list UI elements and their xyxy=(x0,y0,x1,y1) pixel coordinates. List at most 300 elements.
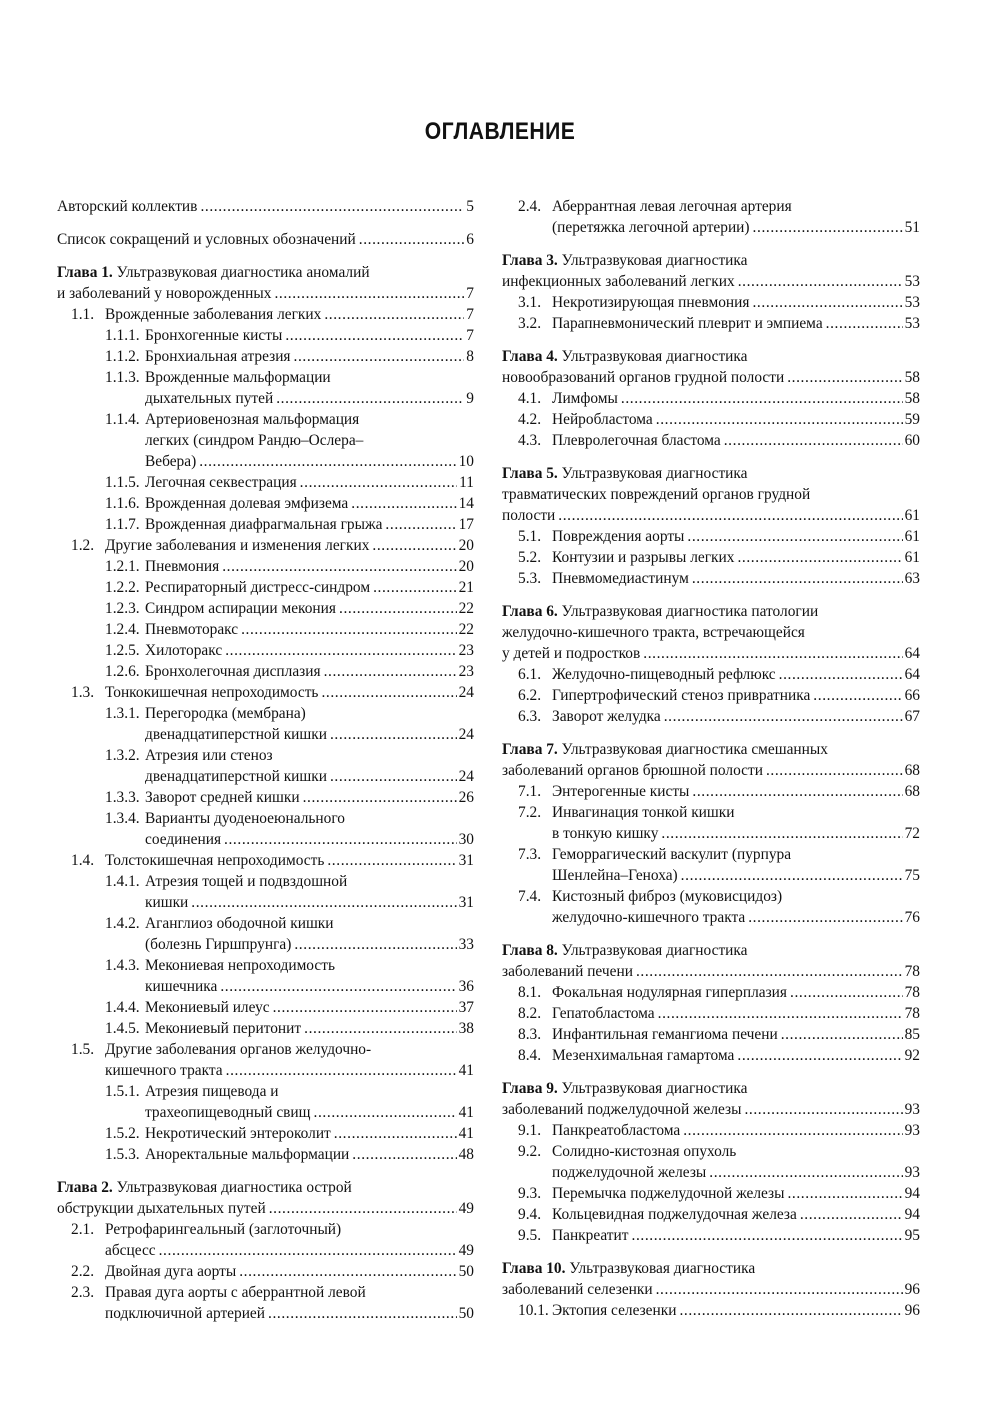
entry-title-line: Врожденная долевая эмфизема xyxy=(145,495,349,512)
toc-entry[interactable] xyxy=(502,430,920,451)
entry-title-line: двенадцатиперстной кишки xyxy=(145,726,327,743)
entry-title-line: Мекониевый илеус xyxy=(145,999,270,1016)
page-number: 78 xyxy=(904,963,920,980)
entry-title-line: Легочная секвестрация xyxy=(145,474,297,491)
toc-entry[interactable] xyxy=(502,886,920,928)
dot-leader xyxy=(324,304,464,325)
toc-entry[interactable] xyxy=(57,304,474,325)
dot-leader xyxy=(787,1183,902,1204)
toc-entry[interactable] xyxy=(502,1204,920,1225)
toc-entry[interactable] xyxy=(502,802,920,844)
dot-leader xyxy=(679,1300,902,1321)
page-number: 48 xyxy=(458,1146,474,1163)
section-number: 3.2. xyxy=(518,315,542,332)
entry-title-line: Варианты дуоденоеюнального xyxy=(145,810,345,827)
page-number: 94 xyxy=(904,1185,920,1202)
section-number: 10.1. xyxy=(518,1302,549,1319)
chapter-number: Глава 7. xyxy=(502,741,558,758)
page-number: 59 xyxy=(904,411,920,428)
entry-title-line: кишки xyxy=(145,894,189,911)
page-number: 22 xyxy=(458,621,474,638)
page-number: 24 xyxy=(458,768,474,785)
toc-entry[interactable] xyxy=(502,409,920,430)
dot-leader xyxy=(330,766,457,787)
page-number: 20 xyxy=(458,558,474,575)
dot-leader xyxy=(683,1120,902,1141)
entry-title-line: (перетяжка легочной артерии) xyxy=(552,219,750,236)
entry-title-line: Бронхолегочная дисплазия xyxy=(145,663,321,680)
toc-entry[interactable] xyxy=(57,619,474,640)
toc-entry[interactable] xyxy=(502,1258,920,1300)
toc-entry[interactable] xyxy=(57,535,474,556)
page-number: 61 xyxy=(904,549,920,566)
dot-leader xyxy=(268,1303,457,1324)
dot-leader xyxy=(199,451,456,472)
dot-leader xyxy=(300,472,458,493)
toc-entry[interactable] xyxy=(502,844,920,886)
dot-leader xyxy=(222,556,456,577)
section-number: 1.4.4. xyxy=(105,999,140,1016)
section-number: 5.1. xyxy=(518,528,542,545)
page-number: 6 xyxy=(466,231,474,248)
toc-entry[interactable] xyxy=(57,1219,474,1261)
entry-title-line: Ультразвуковая диагностика xyxy=(561,465,748,482)
page-number: 31 xyxy=(458,894,474,911)
toc-entry[interactable] xyxy=(502,1078,920,1120)
dot-leader xyxy=(314,1102,457,1123)
entry-title-line: обструкции дыхательных путей xyxy=(57,1200,266,1217)
chapter-number: Глава 6. xyxy=(502,603,558,620)
page-number: 41 xyxy=(458,1104,474,1121)
section-number: 7.1. xyxy=(518,783,542,800)
dot-leader xyxy=(200,196,464,217)
toc-entry[interactable] xyxy=(57,913,474,955)
entry-title-line: Двойная дуга аорты xyxy=(105,1263,237,1280)
page-number: 38 xyxy=(458,1020,474,1037)
entry-title-line: Ультразвуковая диагностика xyxy=(569,1260,756,1277)
toc-entry[interactable] xyxy=(57,493,474,514)
dot-leader xyxy=(225,640,456,661)
section-number: 1.3.4. xyxy=(105,810,140,827)
toc-entry[interactable] xyxy=(502,781,920,802)
section-number: 1.1.3. xyxy=(105,369,140,386)
dot-leader xyxy=(191,892,456,913)
dot-leader xyxy=(359,229,465,250)
toc-entry[interactable] xyxy=(57,871,474,913)
page-number: 67 xyxy=(904,708,920,725)
entry-title-line: Контузии и разрывы легких xyxy=(552,549,735,566)
section-number: 1.3.2. xyxy=(105,747,140,764)
toc-entry[interactable] xyxy=(502,739,920,781)
toc-entry[interactable] xyxy=(502,313,920,334)
toc-entry[interactable] xyxy=(502,346,920,388)
section-number: 1.1.2. xyxy=(105,348,140,365)
page-number: 23 xyxy=(458,663,474,680)
entry-title-line: заболеваний органов брюшной полости xyxy=(502,762,763,779)
chapter-number: Глава 1. xyxy=(57,264,113,281)
entry-title-line: Атрезия тощей и подвздошной xyxy=(145,873,348,890)
dot-leader xyxy=(285,325,464,346)
page-number: 51 xyxy=(904,219,920,236)
entry-title-line: Врожденные заболевания легких xyxy=(105,306,322,323)
entry-title-line: Мезенхимальная гамартома xyxy=(552,1047,735,1064)
page-number: 50 xyxy=(458,1305,474,1322)
chapter-number: Глава 2. xyxy=(57,1179,113,1196)
dot-leader xyxy=(656,409,903,430)
entry-title-line: Респираторный дистресс-синдром xyxy=(145,579,371,596)
entry-title-line: Аганглиоз ободочной кишки xyxy=(145,915,334,932)
toc-entry[interactable] xyxy=(57,1123,474,1144)
entry-title-line: Инфантильная гемангиома печени xyxy=(552,1026,778,1043)
page-number: 96 xyxy=(904,1302,920,1319)
entry-title-line: Фокальная нодулярная гиперплазия xyxy=(552,984,787,1001)
toc-entry[interactable] xyxy=(502,196,920,238)
page-number: 26 xyxy=(458,789,474,806)
entry-title-line: Ультразвуковая диагностика аномалий xyxy=(116,264,370,281)
entry-title-line: дыхательных путей xyxy=(145,390,274,407)
page-number: 63 xyxy=(904,570,920,587)
entry-title-line: Перемычка поджелудочной железы xyxy=(552,1185,785,1202)
page-number: 33 xyxy=(458,936,474,953)
page-number: 9 xyxy=(466,390,474,407)
toc-entry[interactable] xyxy=(57,514,474,535)
section-number: 1.3. xyxy=(71,684,95,701)
dot-leader xyxy=(781,1024,903,1045)
dot-leader xyxy=(800,1204,903,1225)
toc-entry[interactable] xyxy=(57,682,474,703)
page-number: 23 xyxy=(458,642,474,659)
section-number: 1.4.1. xyxy=(105,873,140,890)
toc-column-left xyxy=(57,196,474,1324)
toc-entry[interactable] xyxy=(502,1045,920,1066)
toc-entry[interactable] xyxy=(57,577,474,598)
section-number: 1.4.2. xyxy=(105,915,140,932)
page-number: 49 xyxy=(458,1242,474,1259)
toc-entry[interactable] xyxy=(57,850,474,871)
toc-entry[interactable] xyxy=(502,685,920,706)
page-number: 75 xyxy=(904,867,920,884)
entry-title-line: двенадцатиперстной кишки xyxy=(145,768,327,785)
entry-title-line: Парапневмонический плеврит и эмпиема xyxy=(552,315,823,332)
section-number: 1.1.6. xyxy=(105,495,140,512)
toc-entry[interactable] xyxy=(57,262,474,304)
toc-entry[interactable] xyxy=(57,598,474,619)
toc-entry[interactable] xyxy=(57,367,474,409)
entry-title-line: Мекониевый перитонит xyxy=(145,1020,302,1037)
page-number: 76 xyxy=(904,909,920,926)
page-number: 14 xyxy=(458,495,474,512)
entry-title-line: Список сокращений и условных обозначений xyxy=(57,231,356,248)
dot-leader xyxy=(159,1240,457,1261)
entry-title-line: Панкреатобластома xyxy=(552,1122,681,1139)
dot-leader xyxy=(692,568,903,589)
toc-entry[interactable] xyxy=(57,997,474,1018)
page-number: 95 xyxy=(904,1227,920,1244)
entry-title-line: Шенлейна–Геноха) xyxy=(552,867,678,884)
page-number: 53 xyxy=(904,273,920,290)
entry-title-line: Повреждения аорты xyxy=(552,528,685,545)
chapter-number: Глава 8. xyxy=(502,942,558,959)
entry-title-line: Бронхиальная атрезия xyxy=(145,348,291,365)
toc-entry[interactable] xyxy=(502,250,920,292)
section-number: 1.4. xyxy=(71,852,95,869)
page-number: 60 xyxy=(904,432,920,449)
page-number: 78 xyxy=(904,984,920,1001)
page-number: 24 xyxy=(458,726,474,743)
page-number: 10 xyxy=(458,453,474,470)
dot-leader xyxy=(321,682,456,703)
entry-title-line: Другие заболевания органов желудочно- xyxy=(105,1041,372,1058)
toc-entry[interactable] xyxy=(502,526,920,547)
entry-title-line: Пневмония xyxy=(145,558,220,575)
dot-leader xyxy=(790,982,903,1003)
dot-leader xyxy=(224,829,457,850)
toc-entry[interactable] xyxy=(502,706,920,727)
entry-title-line: желудочно-кишечного тракта xyxy=(552,909,746,926)
entry-title-line: Пневмоторакс xyxy=(145,621,239,638)
dot-leader xyxy=(303,787,457,808)
entry-title-line: Гепатобластома xyxy=(552,1005,655,1022)
dot-leader xyxy=(826,313,903,334)
toc-entry[interactable] xyxy=(57,472,474,493)
entry-title-line: Кольцевидная поджелудочная железа xyxy=(552,1206,797,1223)
page-number: 53 xyxy=(904,294,920,311)
toc-entry[interactable] xyxy=(57,1177,474,1219)
dot-leader xyxy=(339,598,457,619)
toc-entry[interactable] xyxy=(502,601,920,664)
section-number: 1.4.5. xyxy=(105,1020,140,1037)
entry-title-line: заболеваний селезенки xyxy=(502,1281,653,1298)
page-number: 7 xyxy=(466,306,474,323)
page-number: 78 xyxy=(904,1005,920,1022)
section-number: 5.2. xyxy=(518,549,542,566)
toc-entry[interactable] xyxy=(57,1081,474,1123)
section-number: 6.3. xyxy=(518,708,542,725)
page-number: 36 xyxy=(458,978,474,995)
entry-title-line: Врожденные мальформации xyxy=(145,369,331,386)
page-number: 30 xyxy=(458,831,474,848)
dot-leader xyxy=(656,1279,903,1300)
entry-title-line: Тонкокишечная непроходимость xyxy=(105,684,319,701)
section-number: 3.1. xyxy=(518,294,542,311)
dot-leader xyxy=(737,1045,902,1066)
page-number: 61 xyxy=(904,528,920,545)
entry-title-line: Ультразвуковая диагностика xyxy=(561,942,748,959)
toc-entry[interactable] xyxy=(502,1141,920,1183)
toc-entry[interactable] xyxy=(502,940,920,982)
section-number: 1.5.1. xyxy=(105,1083,140,1100)
page-number: 24 xyxy=(458,684,474,701)
page-number: 50 xyxy=(458,1263,474,1280)
entry-title-line: абсцесс xyxy=(105,1242,156,1259)
entry-title-line: Ретрофарингеальный (заглоточный) xyxy=(105,1221,342,1238)
dot-leader xyxy=(351,493,456,514)
toc-entry[interactable] xyxy=(502,1003,920,1024)
section-number: 1.1.5. xyxy=(105,474,140,491)
page-number: 41 xyxy=(458,1125,474,1142)
toc-entry[interactable] xyxy=(57,661,474,682)
section-number: 7.3. xyxy=(518,846,542,863)
toc-entry[interactable] xyxy=(57,556,474,577)
page-number: 93 xyxy=(904,1164,920,1181)
page-title: ОГЛАВЛЕНИЕ xyxy=(424,118,576,145)
toc-entry[interactable] xyxy=(57,325,474,346)
page-number: 31 xyxy=(458,852,474,869)
dot-leader xyxy=(385,514,456,535)
toc-entry[interactable] xyxy=(57,787,474,808)
page-number: 92 xyxy=(904,1047,920,1064)
toc-entry[interactable] xyxy=(57,955,474,997)
page-number: 72 xyxy=(904,825,920,842)
section-number: 1.2.6. xyxy=(105,663,140,680)
entry-title-line: новообразований органов грудной полости xyxy=(502,369,785,386)
entry-title-line: Перегородка (мембрана) xyxy=(145,705,306,722)
entry-title-line: кишечного тракта xyxy=(105,1062,223,1079)
section-number: 9.5. xyxy=(518,1227,542,1244)
page-number: 5 xyxy=(466,198,474,215)
toc-entry[interactable] xyxy=(57,1144,474,1165)
dot-leader xyxy=(372,535,456,556)
section-number: 2.2. xyxy=(71,1263,95,1280)
dot-leader xyxy=(621,388,903,409)
entry-title-line: Пневмомедиастинум xyxy=(552,570,689,587)
entry-title-line: Толстокишечная непроходимость xyxy=(105,852,325,869)
page-number: 20 xyxy=(458,537,474,554)
entry-title-line: Атрезия пищевода и xyxy=(145,1083,279,1100)
section-number: 8.1. xyxy=(518,984,542,1001)
chapter-number: Глава 4. xyxy=(502,348,558,365)
dot-leader xyxy=(664,706,903,727)
section-number: 1.2.5. xyxy=(105,642,140,659)
toc-entry[interactable] xyxy=(502,1225,920,1246)
section-number: 6.2. xyxy=(518,687,542,704)
dot-leader xyxy=(334,1123,457,1144)
entry-title-line: Вебера) xyxy=(145,453,197,470)
section-number: 4.1. xyxy=(518,390,542,407)
toc-entry[interactable] xyxy=(57,745,474,787)
toc-entry[interactable] xyxy=(57,1282,474,1324)
dot-leader xyxy=(269,1198,457,1219)
dot-leader xyxy=(327,850,456,871)
toc-entry[interactable] xyxy=(57,229,474,250)
dot-leader xyxy=(753,217,903,238)
entry-title-line: легких (синдром Рандю–Ослера– xyxy=(145,432,364,449)
entry-title-line: соединения xyxy=(145,831,222,848)
section-number: 1.5. xyxy=(71,1041,95,1058)
toc-entry[interactable] xyxy=(57,703,474,745)
entry-title-line: Ультразвуковая диагностика смешанных xyxy=(561,741,828,758)
entry-title-line: у детей и подростков xyxy=(502,645,641,662)
dot-leader xyxy=(687,526,902,547)
toc-entry[interactable] xyxy=(57,409,474,472)
entry-title-line: Инвагинация тонкой кишки xyxy=(552,804,735,821)
toc-entry[interactable] xyxy=(57,196,474,217)
toc-column-right xyxy=(502,196,920,1321)
toc-entry[interactable] xyxy=(502,1024,920,1045)
entry-title-line: Ультразвуковая диагностика xyxy=(561,348,748,365)
entry-title-line: Атрезия или стеноз xyxy=(145,747,273,764)
entry-title-line: Бронхогенные кисты xyxy=(145,327,283,344)
entry-title-line: инфекционных заболеваний легких xyxy=(502,273,735,290)
section-number: 1.2.4. xyxy=(105,621,140,638)
toc-entry[interactable] xyxy=(502,1183,920,1204)
dot-leader xyxy=(632,1225,903,1246)
dot-leader xyxy=(779,664,903,685)
dot-leader xyxy=(766,760,903,781)
entry-title-line: Синдром аспирации мекония xyxy=(145,600,336,617)
toc-entry[interactable] xyxy=(502,292,920,313)
section-number: 2.1. xyxy=(71,1221,95,1238)
section-number: 9.2. xyxy=(518,1143,542,1160)
section-number: 1.5.3. xyxy=(105,1146,140,1163)
toc-entry[interactable] xyxy=(57,1039,474,1081)
page-number: 22 xyxy=(458,600,474,617)
dot-leader xyxy=(276,388,464,409)
dot-leader xyxy=(226,1060,457,1081)
dot-leader xyxy=(737,547,902,568)
toc-entry[interactable] xyxy=(57,1261,474,1282)
toc-entry[interactable] xyxy=(502,568,920,589)
toc-entry[interactable] xyxy=(502,547,920,568)
entry-title-line: Аноректальные мальформации xyxy=(145,1146,350,1163)
section-number: 4.3. xyxy=(518,432,542,449)
entry-title-line: Заворот желудка xyxy=(552,708,661,725)
toc-entry[interactable] xyxy=(502,463,920,526)
dot-leader xyxy=(748,907,902,928)
toc-entry[interactable] xyxy=(502,1300,920,1321)
entry-title-line: желудочно-кишечного тракта, встречающейся xyxy=(502,624,805,641)
entry-title-line: Гипертрофический стеноз привратника xyxy=(552,687,811,704)
entry-title-line: Энтерогенные кисты xyxy=(552,783,690,800)
toc-entry[interactable] xyxy=(502,664,920,685)
entry-title-line: Правая дуга аорты с аберрантной левой xyxy=(105,1284,366,1301)
section-number: 7.4. xyxy=(518,888,542,905)
page-number: 53 xyxy=(904,315,920,332)
entry-title-line: кишечника xyxy=(145,978,218,995)
toc-entry[interactable] xyxy=(57,346,474,367)
toc-entry[interactable] xyxy=(502,1120,920,1141)
page-number: 68 xyxy=(904,762,920,779)
entry-title-line: Авторский коллектив xyxy=(57,198,198,215)
toc-entry[interactable] xyxy=(57,808,474,850)
section-number: 1.3.3. xyxy=(105,789,140,806)
toc-entry[interactable] xyxy=(57,640,474,661)
toc-entry[interactable] xyxy=(502,982,920,1003)
page-number: 64 xyxy=(904,666,920,683)
toc-entry[interactable] xyxy=(502,388,920,409)
entry-title-line: Некротизирующая пневмония xyxy=(552,294,750,311)
entry-title-line: в тонкую кишку xyxy=(552,825,659,842)
section-number: 1.2.2. xyxy=(105,579,140,596)
dot-leader xyxy=(324,661,457,682)
entry-title-line: заболеваний поджелудочной железы xyxy=(502,1101,742,1118)
dot-leader xyxy=(681,865,903,886)
dot-leader xyxy=(373,577,457,598)
dot-leader xyxy=(239,1261,456,1282)
section-number: 9.3. xyxy=(518,1185,542,1202)
dot-leader xyxy=(294,934,456,955)
section-number: 1.4.3. xyxy=(105,957,140,974)
toc-entry[interactable] xyxy=(57,1018,474,1039)
page-number: 85 xyxy=(904,1026,920,1043)
page-number: 37 xyxy=(458,999,474,1016)
page-number: 61 xyxy=(904,507,920,524)
entry-title-line: Заворот средней кишки xyxy=(145,789,300,806)
section-number: 2.3. xyxy=(71,1284,95,1301)
page-number: 68 xyxy=(904,783,920,800)
page-number: 96 xyxy=(904,1281,920,1298)
dot-leader xyxy=(643,643,902,664)
